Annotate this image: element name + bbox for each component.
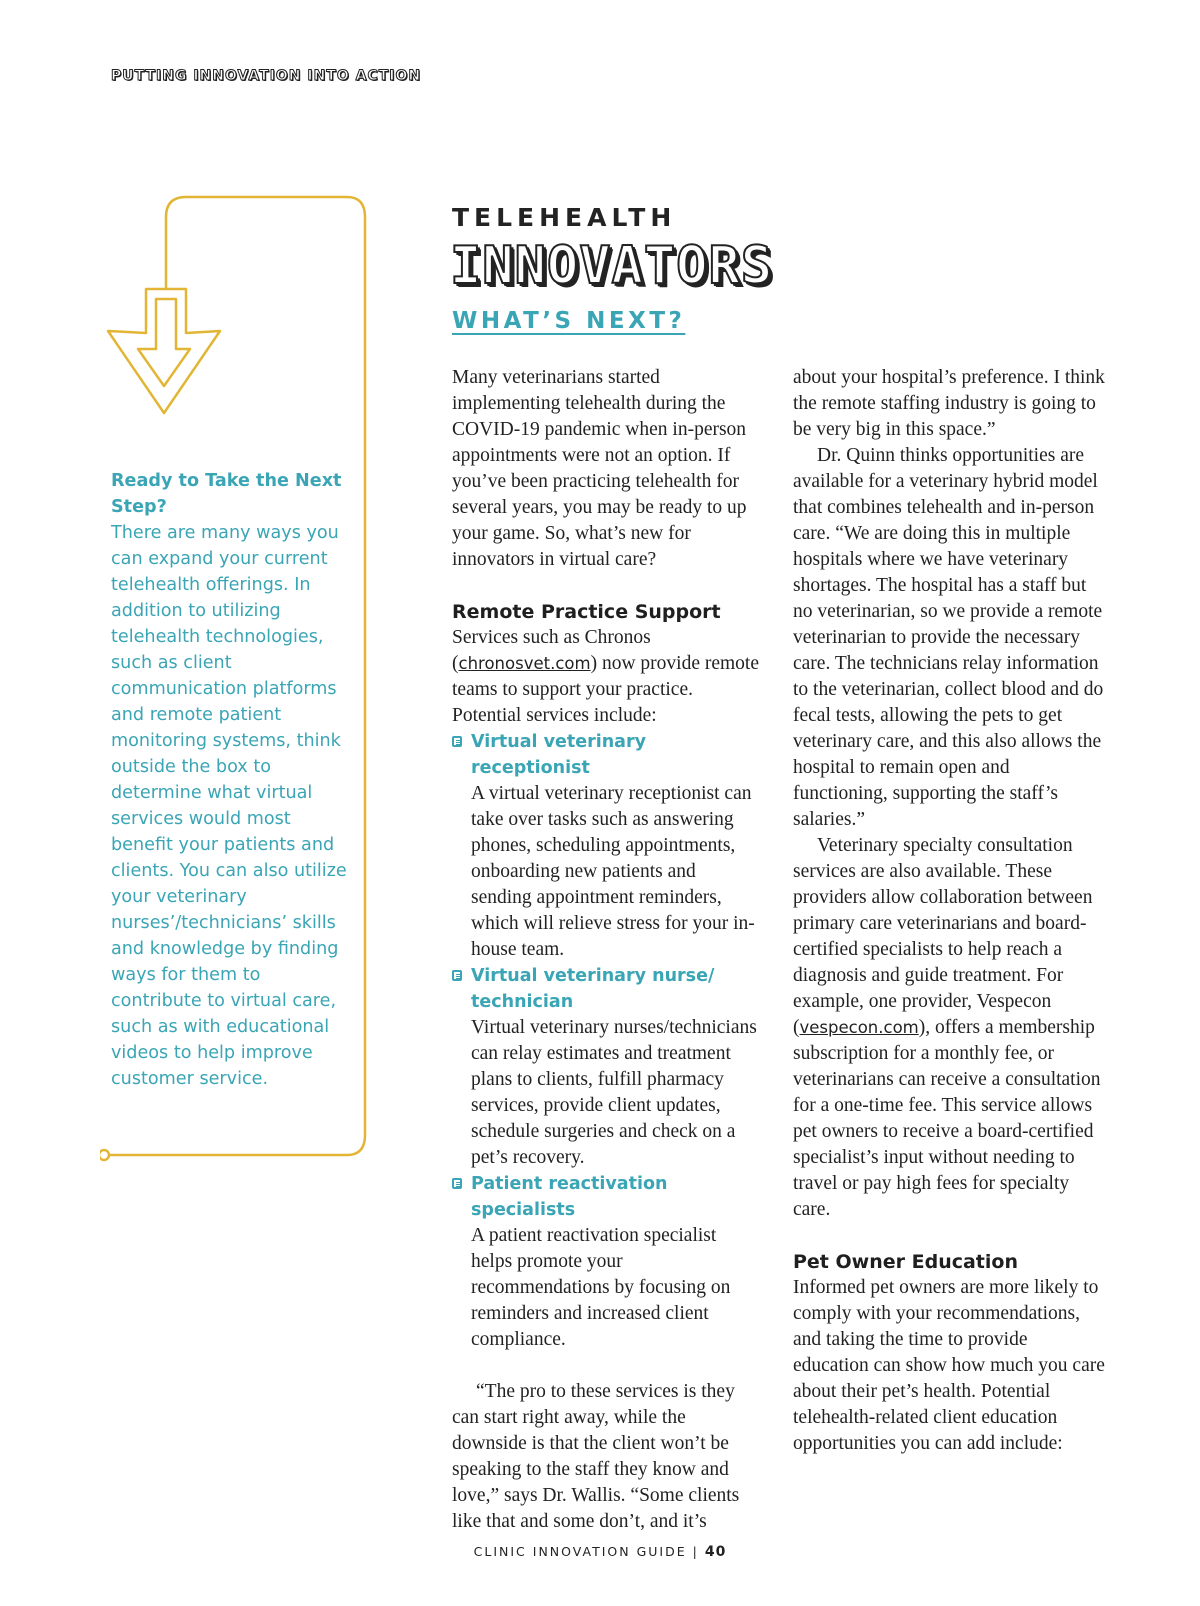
hybrid-model-paragraph: Dr. Quinn thinks opportunities are available for a veterinary hybrid model that combines telehealth and in-person care. “We are doing this in multiple hospitals where we have veterinary shortages. The hospital has a staff but no veterinarian, so we provide a remote veterinarian to provide the necessary care. The technicians relay information to the veterinarian, collect blood and do fecal tests, allowing the pets to get veterinary care, and this also allows the hospital to remain open and functioning, supporting the staff’s salaries.” [793,445,1104,830]
bullet-body: A virtual veterinary receptionist can take over tasks such as answering phones, scheduling appointments, onboarding new patients and sending appointment reminders, which will relieve stress for your in-house team. [471,783,755,960]
document-bullet-icon [452,736,462,747]
quote-paragraph: “The pro to these services is they can start right away, while the downside is that the client won’t be speaking to the staff they know and love,” says Dr. Wallis. “Some clients like that and some don’t, and it’s [452,1381,740,1532]
education-paragraph: Informed pet owners are more likely to comply with your recommendations, and taking the time to provide education can show how much you care about their pet’s health. Potential telehealth-related client education opportunities you can add include: [793,1277,1105,1454]
specialty-after: ), offers a membership subscription for a monthly fee, or veterinarians can receive a consultation for a one-time fee. This service allows pet owners to receive a board-certified specialist’s input without needing to travel or pay high fees for specialty care. [793,1017,1101,1220]
document-bullet-icon [452,970,462,981]
vespecon-link[interactable]: vespecon.com [799,1018,919,1037]
bullet-title: Virtual veterinary receptionist [471,732,647,778]
specialty-paragraph [793,833,1105,1223]
remote-support-intro [452,625,760,729]
article-column-right [793,365,1105,1457]
bullet-body: A patient reactivation specialist helps promote your recommendations by focusing on reminders and increased client compliance. [471,1225,731,1350]
specialty-before: Veterinary specialty consultation services are also available. These providers allow collaboration between primary care veterinarians and board-certified specialists to help reach a diagnosis and guide treatment. For example, one provider, Vespecon ( [793,835,1093,1038]
intro-paragraph: Many veterinarians started implementing telehealth during the COVID-19 pandemic when in-person appointments were not an option. If you’ve been practicing telehealth for several years, you may be ready to up your game. So, what’s new for innovators in virtual care? [452,367,747,570]
page-footer [0,1544,1200,1560]
remote-intro-before: Services such as Chronos ( [452,627,651,674]
page-title: INNOVATORS [450,236,774,296]
document-bullet-icon [452,1178,462,1189]
running-head: PUTTING INNOVATION INTO ACTION [111,68,422,84]
sidebar-heading: Ready to Take the Next Step? [111,471,342,517]
sidebar-body: There are many ways you can expand your current telehealth offerings. In addition to utilizing telehealth technologies, such as client communication platforms and remote patient monitoring systems, think outside the box to determine what virtual services would most benefit your patients and clients. You can also utilize your veterinary nurses’/technicians’ skills and knowledge by finding ways for them to contribute to virtual care, such as with educational videos to help improve customer service. [111,523,347,1089]
list-item [452,963,760,1171]
page-number: 40 [704,1544,727,1560]
section-heading: WHAT’S NEXT? [452,308,686,334]
education-heading: Pet Owner Education [793,1251,1018,1273]
list-item [452,1171,760,1353]
bullet-title: Virtual veterinary nurse/ technician [471,966,715,1012]
quote-continuation: about your hospital’s preference. I think the remote staffing industry is going to be very big in this space.” [793,367,1105,440]
remote-intro-after: ) now provide remote teams to support your practice. Potential services include: [452,653,759,726]
list-item [452,729,760,963]
sidebar-callout [111,468,356,1092]
chronos-link[interactable]: chronosvet.com [458,654,591,673]
title-kicker: TELEHEALTH [452,203,677,232]
bullet-title: Patient reactivation specialists [471,1174,668,1220]
footer-guide-title: CLINIC INNOVATION GUIDE [473,1544,687,1559]
footer-separator: | [692,1544,699,1559]
article-column-left [452,365,760,1535]
remote-support-heading: Remote Practice Support [452,601,721,623]
bullet-body: Virtual veterinary nurses/technicians can relay estimates and treatment plans to clients, fulfill pharmacy services, provide client updates, schedule surgeries and check on a pet’s recovery. [471,1017,757,1168]
